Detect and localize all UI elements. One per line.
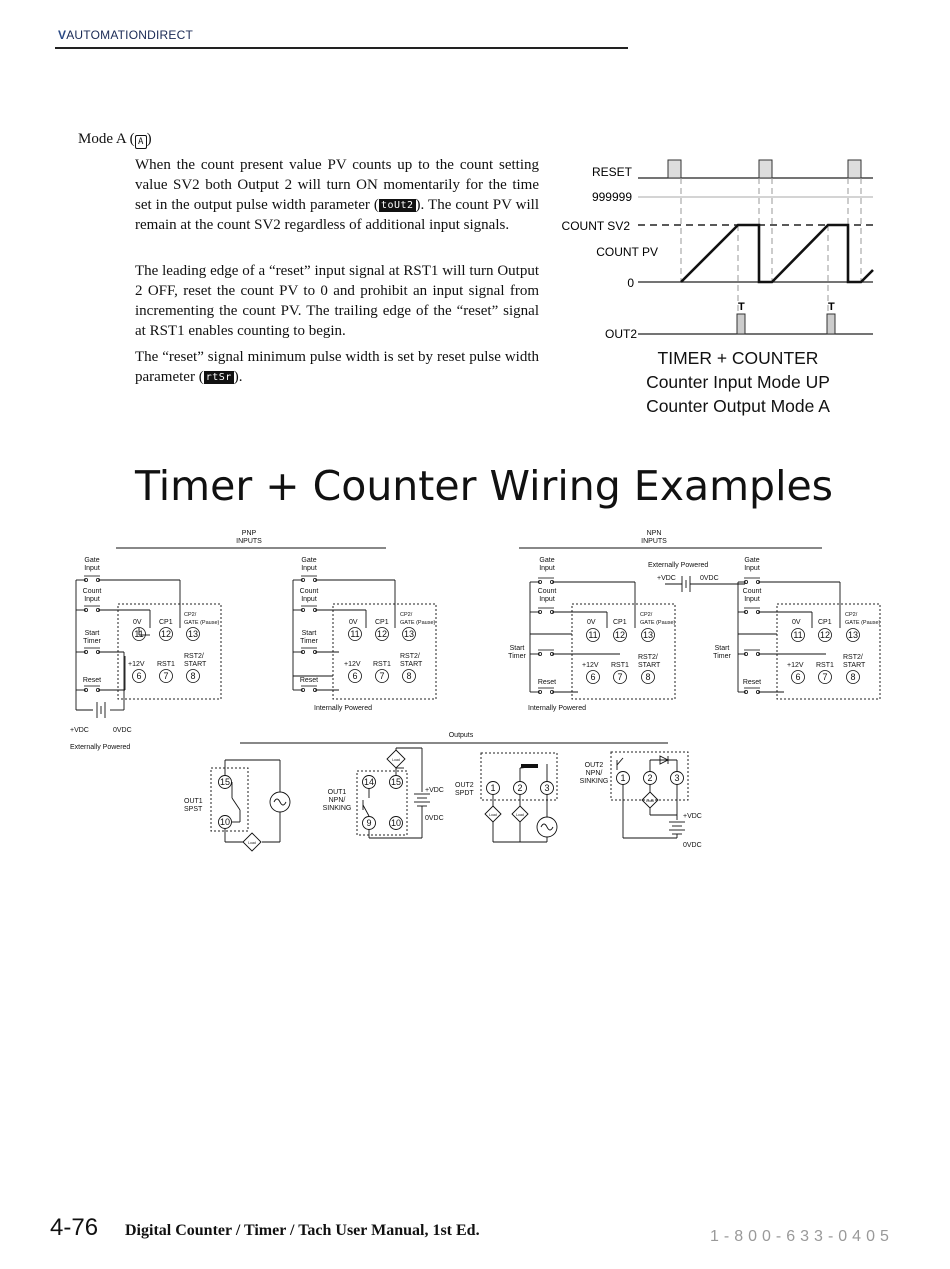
internally-powered-label: Internally Powered bbox=[528, 705, 586, 712]
outputs-label: Outputs bbox=[448, 732, 474, 739]
cp2-label: CP2/ bbox=[845, 612, 858, 618]
terminal-14: 14 bbox=[363, 777, 375, 787]
out2-label: OUT2 bbox=[604, 327, 637, 341]
terminal-11: 11 bbox=[793, 630, 803, 640]
cp2-label: CP2/ bbox=[184, 612, 197, 618]
p1-text-after: ). The count PV will remain at the count SV2 regardless of additional input signals. bbox=[135, 197, 539, 233]
count-input-label-2: Input bbox=[744, 596, 760, 603]
gate-input-label-2: Input bbox=[539, 565, 555, 572]
count-input-label: Count bbox=[742, 588, 762, 595]
count-input-label: Count bbox=[299, 588, 319, 595]
mode-a-paragraph-1 bbox=[135, 155, 539, 235]
reset-pulse-width-param: rtSr bbox=[205, 372, 232, 383]
out1-npn-diagram bbox=[323, 748, 444, 838]
rst2-label: RST2/ bbox=[843, 654, 863, 661]
terminal-1: 1 bbox=[620, 773, 626, 783]
npn-label: NPN/ bbox=[585, 770, 603, 777]
caption-line-2: Counter Input Mode UP bbox=[646, 372, 830, 392]
mode-a-paragraph-3 bbox=[135, 347, 539, 387]
rst1-label: RST1 bbox=[373, 661, 391, 668]
mode-a-title-close: ) bbox=[146, 131, 152, 147]
manual-title: Digital Counter / Timer / Tach User Manual, 1st Ed. bbox=[125, 1222, 480, 1239]
terminal-9: 9 bbox=[366, 818, 372, 828]
t-label-1: T bbox=[738, 301, 745, 313]
gate-pause-label: GATE (Pause) bbox=[400, 620, 436, 626]
gate-input-label-2: Input bbox=[744, 565, 760, 572]
terminal-2: 2 bbox=[517, 783, 523, 793]
reset-label: RESET bbox=[591, 165, 632, 179]
vdc-pos-label: +VDC bbox=[70, 727, 89, 734]
sinking-label: SINKING bbox=[579, 778, 609, 785]
terminal-8: 8 bbox=[645, 672, 651, 682]
plus12v-label: +12V bbox=[128, 661, 145, 668]
terminal-7: 7 bbox=[617, 672, 623, 682]
vdc-pos-label: +VDC bbox=[425, 787, 444, 794]
terminal-3: 3 bbox=[674, 773, 680, 783]
npn-header bbox=[519, 530, 822, 548]
terminal-7: 7 bbox=[822, 672, 828, 682]
terminal-11: 11 bbox=[134, 629, 144, 639]
out1-label: OUT1 bbox=[327, 789, 347, 796]
caption-line-1: TIMER + COUNTER bbox=[657, 348, 819, 368]
gate-input-label: Gate bbox=[539, 557, 555, 564]
vdc-pos-label: +VDC bbox=[657, 575, 676, 582]
gate-pause-label: GATE (Pause) bbox=[845, 620, 881, 626]
count-input-label: Count bbox=[537, 588, 557, 595]
externally-powered-label: Externally Powered bbox=[648, 562, 709, 569]
mode-a-title bbox=[78, 131, 152, 149]
p3-text-before: The “reset” signal minimum pulse width is set by reset pulse width parameter ( bbox=[135, 349, 539, 385]
terminal-12: 12 bbox=[160, 629, 172, 639]
max-label: 999999 bbox=[591, 190, 632, 204]
npn-label: NPN bbox=[646, 530, 662, 537]
timing-diagram bbox=[555, 152, 885, 344]
terminal-12: 12 bbox=[819, 630, 831, 640]
start-label: START bbox=[638, 662, 661, 669]
plus12v-label: +12V bbox=[582, 662, 599, 669]
zero-label: 0 bbox=[627, 276, 634, 290]
cp1-label: CP1 bbox=[375, 619, 389, 626]
out2-pulses bbox=[737, 314, 835, 334]
cp2-label: CP2/ bbox=[640, 612, 653, 618]
terminal-6: 6 bbox=[795, 672, 801, 682]
terminal-13: 13 bbox=[403, 629, 415, 639]
terminal-8: 8 bbox=[406, 671, 412, 681]
start-timer-label: Start bbox=[714, 645, 730, 652]
start-timer-label-2: Timer bbox=[508, 653, 526, 660]
load-label: Load bbox=[248, 841, 256, 845]
start-timer-label: Start bbox=[301, 630, 317, 637]
terminal-6: 6 bbox=[352, 671, 358, 681]
count-input-label: Count bbox=[82, 588, 102, 595]
gate-input-label-2: Input bbox=[301, 565, 317, 572]
terminal-10: 10 bbox=[219, 817, 231, 827]
cp1-label: CP1 bbox=[818, 619, 832, 626]
rst1-label: RST1 bbox=[611, 662, 629, 669]
npn-inputs-label: INPUTS bbox=[641, 538, 667, 545]
npn-external-supply bbox=[648, 562, 745, 592]
vdc-pos-label: +VDC bbox=[683, 813, 702, 820]
terminal-13: 13 bbox=[187, 629, 199, 639]
terminal-12: 12 bbox=[614, 630, 626, 640]
output-pulse-width-param: toUt2 bbox=[380, 200, 414, 211]
terminal-12: 12 bbox=[376, 629, 388, 639]
plus12v-label: +12V bbox=[787, 662, 804, 669]
brand-logo bbox=[58, 28, 193, 42]
section-title: Timer + Counter Wiring Examples bbox=[135, 462, 834, 510]
cp1-label: CP1 bbox=[159, 619, 173, 626]
page-number: 4-76 bbox=[50, 1214, 99, 1241]
start-label: START bbox=[843, 662, 866, 669]
p1-text-before: When the count present value PV counts up to the count setting value SV2 both Output 2 will turn ON momentarily for the time set in the output pulse width parameter ( bbox=[135, 157, 539, 213]
wiring-diagram bbox=[0, 520, 950, 860]
zero-v-label: 0V bbox=[133, 619, 142, 626]
npn-label: NPN/ bbox=[328, 797, 346, 804]
count-input-label-2: Input bbox=[84, 596, 100, 603]
terminal-13: 13 bbox=[642, 630, 654, 640]
outputs-header bbox=[240, 732, 668, 743]
zero-v-label: 0V bbox=[587, 619, 596, 626]
pnp-header bbox=[116, 530, 386, 548]
zero-v-label: 0V bbox=[349, 619, 358, 626]
pnp-diagram-internal bbox=[293, 557, 436, 712]
out1-spst-diagram bbox=[184, 760, 290, 851]
brand-name: AUTOMATIONDIRECT bbox=[66, 28, 193, 42]
out2-label: OUT2 bbox=[584, 762, 604, 769]
mode-a-paragraph-2: The leading edge of a “reset” input signal at RST1 will turn Output 2 OFF, reset the count PV to 0 and prohibit an input signal from incrementing the count PV. The trailing edge of the “reset” signal at RST1 enables counting to begin. bbox=[135, 263, 539, 339]
terminal-1: 1 bbox=[490, 783, 496, 793]
t-label-2: T bbox=[828, 301, 835, 313]
terminal-10: 10 bbox=[390, 818, 402, 828]
reset-label: Reset bbox=[82, 677, 102, 684]
gate-pause-label: GATE (Pause) bbox=[184, 620, 220, 626]
terminal-6: 6 bbox=[136, 671, 142, 681]
spst-label: SPST bbox=[184, 806, 203, 813]
rst2-label: RST2/ bbox=[184, 653, 204, 660]
terminal-2: 2 bbox=[647, 773, 653, 783]
pnp-diagram-external bbox=[70, 557, 221, 751]
start-timer-label-2: Timer bbox=[300, 638, 318, 645]
terminal-15: 15 bbox=[219, 777, 231, 787]
npn-diagram-external bbox=[713, 557, 880, 699]
terminal-15: 15 bbox=[390, 777, 402, 787]
internally-powered-label: Internally Powered bbox=[314, 705, 372, 712]
caption-line-3: Counter Output Mode A bbox=[646, 396, 830, 416]
start-timer-label-2: Timer bbox=[713, 653, 731, 660]
reset-label: Reset bbox=[299, 677, 319, 684]
gate-input-label: Gate bbox=[744, 557, 760, 564]
load-label: Load bbox=[646, 799, 654, 803]
start-timer-label: Start bbox=[509, 645, 525, 652]
load-label: Load bbox=[392, 758, 400, 762]
terminal-6: 6 bbox=[590, 672, 596, 682]
sinking-label: SINKING bbox=[322, 805, 352, 812]
out2-npn-diagram bbox=[580, 752, 702, 849]
vdc-zero-label: 0VDC bbox=[113, 727, 132, 734]
start-timer-label-2: Timer bbox=[83, 638, 101, 645]
rst2-label: RST2/ bbox=[400, 653, 420, 660]
timing-guides bbox=[681, 178, 861, 312]
terminal-13: 13 bbox=[847, 630, 859, 640]
gate-input-label: Gate bbox=[84, 557, 100, 564]
mode-a-icon: A bbox=[135, 135, 147, 149]
pv-label: COUNT PV bbox=[596, 245, 658, 259]
cp1-label: CP1 bbox=[613, 619, 627, 626]
rst1-label: RST1 bbox=[157, 661, 175, 668]
load-label: Load bbox=[489, 813, 497, 817]
sv2-label: COUNT SV2 bbox=[561, 219, 630, 233]
gate-pause-label: GATE (Pause) bbox=[640, 620, 676, 626]
terminal-7: 7 bbox=[163, 671, 169, 681]
start-timer-label: Start bbox=[84, 630, 100, 637]
mode-a-title-text: Mode A ( bbox=[78, 131, 135, 147]
rst1-label: RST1 bbox=[816, 662, 834, 669]
start-label: START bbox=[400, 661, 423, 668]
header-rule bbox=[55, 47, 628, 49]
load-label: Load bbox=[516, 813, 524, 817]
out1-label: OUT1 bbox=[184, 798, 203, 805]
terminal-7: 7 bbox=[379, 671, 385, 681]
count-input-label-2: Input bbox=[539, 596, 555, 603]
p3-text-after: ). bbox=[233, 369, 243, 385]
plus12v-label: +12V bbox=[344, 661, 361, 668]
gate-input-label: Gate bbox=[301, 557, 317, 564]
start-label: START bbox=[184, 661, 207, 668]
count-pv-waveform bbox=[681, 225, 873, 282]
brand-logo-mark: V bbox=[58, 28, 67, 42]
vdc-zero-label: 0VDC bbox=[700, 575, 719, 582]
npn-diagram-internal bbox=[508, 557, 675, 712]
phone-number: 1-800-633-0405 bbox=[710, 1228, 894, 1245]
timing-caption bbox=[600, 346, 876, 418]
reset-label: Reset bbox=[537, 679, 557, 686]
vdc-zero-label: 0VDC bbox=[425, 815, 444, 822]
gate-input-label-2: Input bbox=[84, 565, 100, 572]
vdc-zero-label: 0VDC bbox=[683, 842, 702, 849]
pnp-label: PNP bbox=[241, 530, 257, 537]
terminal-11: 11 bbox=[588, 630, 598, 640]
terminal-8: 8 bbox=[850, 672, 856, 682]
terminal-3: 3 bbox=[544, 783, 550, 793]
pnp-inputs-label: INPUTS bbox=[236, 538, 262, 545]
terminal-11: 11 bbox=[350, 629, 360, 639]
reset-label: Reset bbox=[742, 679, 762, 686]
zero-v-label: 0V bbox=[792, 619, 801, 626]
cp2-label: CP2/ bbox=[400, 612, 413, 618]
externally-powered-label: Externally Powered bbox=[70, 744, 131, 751]
out2-spdt-diagram bbox=[455, 753, 557, 842]
out2-label: OUT2 bbox=[455, 782, 474, 789]
spdt-label: SPDT bbox=[455, 790, 474, 797]
reset-pulses bbox=[668, 160, 861, 178]
count-input-label-2: Input bbox=[301, 596, 317, 603]
terminal-8: 8 bbox=[190, 671, 196, 681]
rst2-label: RST2/ bbox=[638, 654, 658, 661]
